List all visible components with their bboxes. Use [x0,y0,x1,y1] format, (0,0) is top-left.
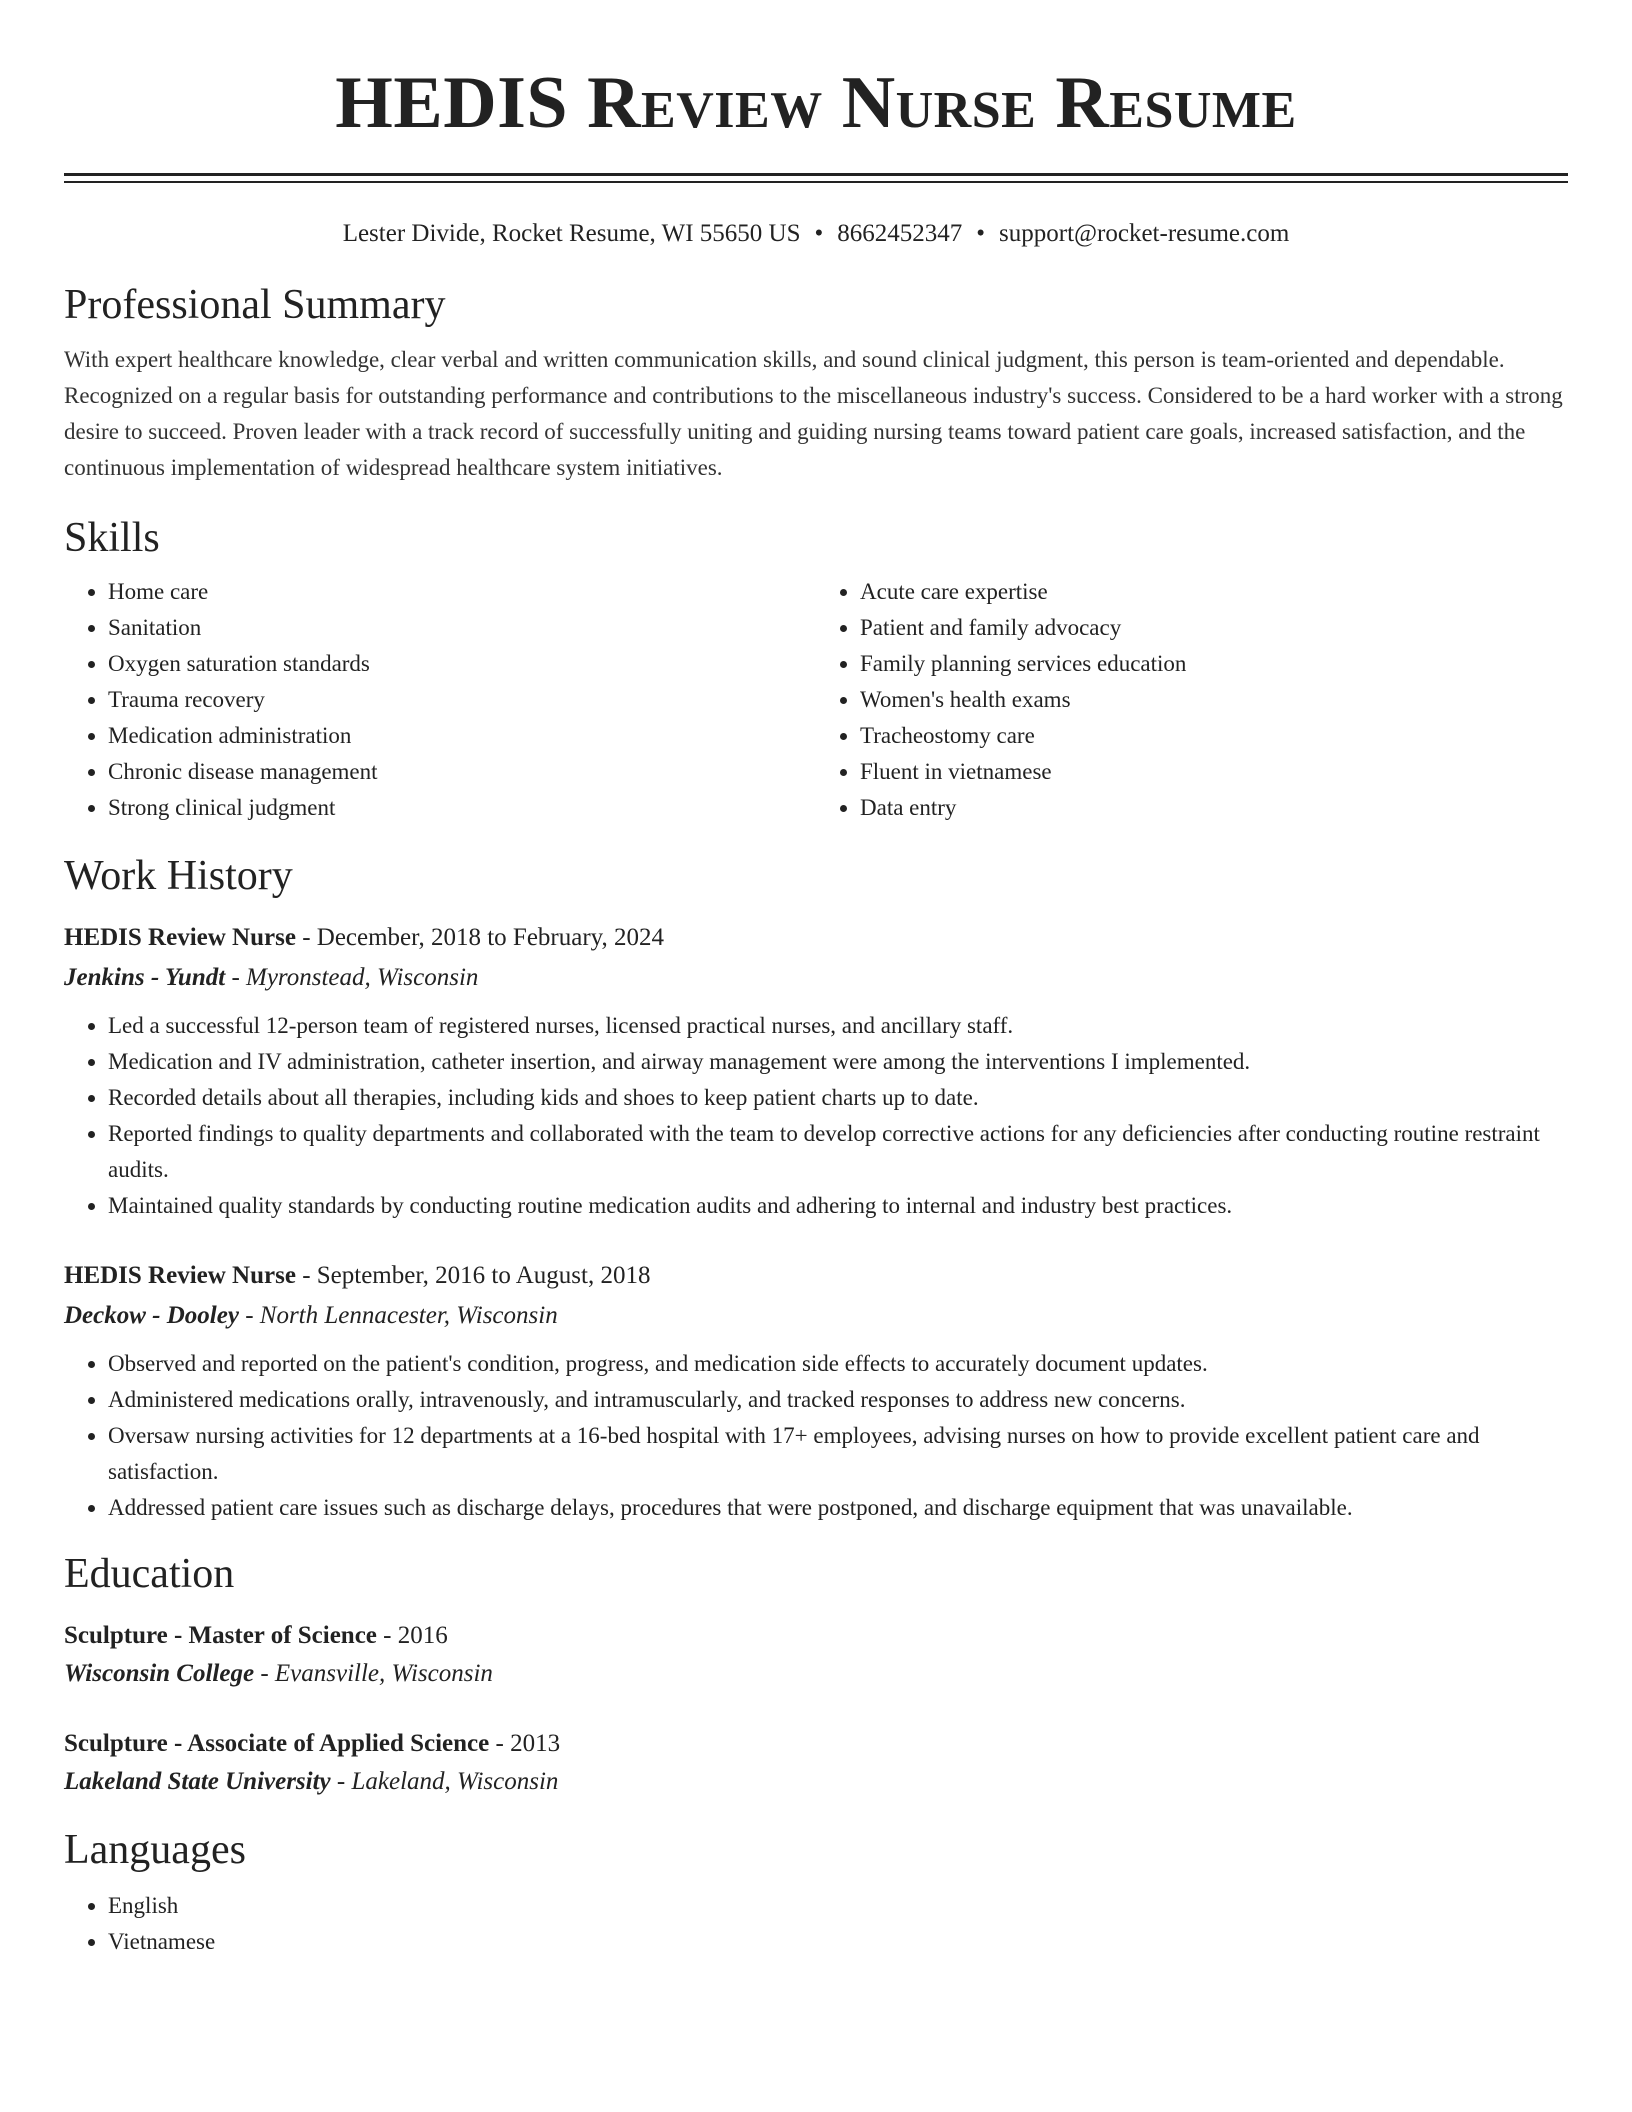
title-divider-thin [64,181,1568,183]
education-school: Wisconsin College [64,1660,255,1687]
job-org-line: Jenkins - Yundt - Myronstead, Wisconsin [64,964,479,991]
skill-item: • Acute care expertise [860,574,1568,610]
skills-column-right [816,574,1568,826]
skill-item: • Tracheostomy care [860,718,1568,754]
skill-item: • Patient and family advocacy [860,610,1568,646]
languages-list [64,1888,1568,1960]
job-dates: September, 2016 to August, 2018 [316,1262,651,1289]
resume-title: HEDIS Review Nurse Resume [335,62,1297,144]
job-bullet: • Led a successful 12-person team of registered nurses, licensed practical nurses, and ancillary staff. [108,1008,1568,1044]
education-location: Lakeland, Wisconsin [351,1768,559,1795]
section-heading-work-history: Work History [64,853,293,899]
job-bullets [64,1008,1568,1224]
job-title: HEDIS Review Nurse [64,1262,296,1289]
education-school: Lakeland State University [64,1768,331,1795]
section-heading-languages: Languages [64,1827,246,1873]
education-location: Evansville, Wisconsin [274,1660,493,1687]
section-heading-skills: Skills [64,515,160,561]
skill-item: • Trauma recovery [108,682,816,718]
job-bullet: • Observed and reported on the patient's condition, progress, and medication side effects to accurately document updates. [108,1346,1568,1382]
job-location: Myronstead, Wisconsin [246,964,479,991]
job-bullet: • Administered medications orally, intravenously, and intramuscularly, and tracked responses to address new concerns. [108,1382,1568,1418]
education-degree: Sculpture - Associate of Applied Science [64,1730,490,1757]
contact-phone: 8662452347 [837,220,963,247]
skill-item: • Chronic disease management [108,754,816,790]
skill-item: • Data entry [860,790,1568,826]
education-year: 2013 [510,1730,561,1757]
job-bullet: • Oversaw nursing activities for 12 departments at a 16-bed hospital with 17+ employees, advising nurses on how to provide excellent patient care and satisfaction. [108,1418,1568,1490]
languages-bullets [64,1888,1568,1960]
job-bullet: • Medication and IV administration, catheter insertion, and airway management were among the interventions I implemented. [108,1044,1568,1080]
job-bullets [64,1346,1568,1526]
contact-separator: • [814,220,824,247]
education-entry [64,1726,1568,1800]
skill-item: • Medication administration [108,718,816,754]
job-title: HEDIS Review Nurse [64,924,296,951]
language-item: • English [108,1888,1568,1924]
job-company: Jenkins - Yundt [64,964,226,991]
job-bullet: • Reported findings to quality departments and collaborated with the team to develop corrective actions for any deficiencies after conducting routine restraint audits. [108,1116,1568,1188]
summary-text: With expert healthcare knowledge, clear verbal and written communication skills, and sound clinical judgment, this person is team-oriented and dependable. Recognized on a regular basis for outstanding performance and contributions to the miscellaneous industry's success. Considered to be a hard worker with a strong desire to succeed. Proven leader with a track record of successfully uniting and guiding nursing teams toward patient care goals, increased satisfaction, and the continuous implementation of widespread healthcare system initiatives. [64,347,1563,480]
education-degree-line: Sculpture - Associate of Applied Science - 2013 [64,1730,561,1757]
skills-list [64,574,1568,826]
job-location: North Lennacester, Wisconsin [259,1302,558,1329]
skill-item: • Home care [108,574,816,610]
title-divider-thick [64,173,1568,176]
education-entry [64,1618,1568,1692]
education-degree-line: Sculpture - Master of Science - 2016 [64,1622,448,1649]
education-year: 2016 [397,1622,448,1649]
skill-item: • Family planning services education [860,646,1568,682]
skill-item: • Strong clinical judgment [108,790,816,826]
contact-separator: • [976,220,986,247]
contact-email: support@rocket-resume.com [999,220,1290,247]
job-bullet: • Recorded details about all therapies, including kids and shoes to keep patient charts up to date. [108,1080,1568,1116]
contact-line [64,219,1568,249]
skill-item: • Oxygen saturation standards [108,646,816,682]
job-title-line: HEDIS Review Nurse - September, 2016 to August, 2018 [64,1262,651,1289]
education-degree: Sculpture - Master of Science [64,1622,377,1649]
contact-address: Lester Divide, Rocket Resume, WI 55650 US [342,220,801,247]
skills-column-left [64,574,816,826]
job-org-line: Deckow - Dooley - North Lennacester, Wisconsin [64,1302,558,1329]
skill-item: • Sanitation [108,610,816,646]
education-school-line: Lakeland State University - Lakeland, Wisconsin [64,1768,559,1795]
job-entry [64,920,1568,1224]
job-bullet: • Maintained quality standards by conducting routine medication audits and adhering to internal and industry best practices. [108,1188,1568,1224]
skill-item: • Fluent in vietnamese [860,754,1568,790]
job-dates: December, 2018 to February, 2024 [316,924,665,951]
job-bullet: • Addressed patient care issues such as discharge delays, procedures that were postponed, and discharge equipment that was unavailable. [108,1490,1568,1526]
skill-item: • Women's health exams [860,682,1568,718]
job-title-line: HEDIS Review Nurse - December, 2018 to February, 2024 [64,924,665,951]
section-heading-education: Education [64,1551,235,1597]
education-school-line: Wisconsin College - Evansville, Wisconsin [64,1660,493,1687]
job-company: Deckow - Dooley [64,1302,239,1329]
language-item: • Vietnamese [108,1924,1568,1960]
job-entry [64,1258,1568,1526]
section-heading-summary: Professional Summary [64,282,446,328]
